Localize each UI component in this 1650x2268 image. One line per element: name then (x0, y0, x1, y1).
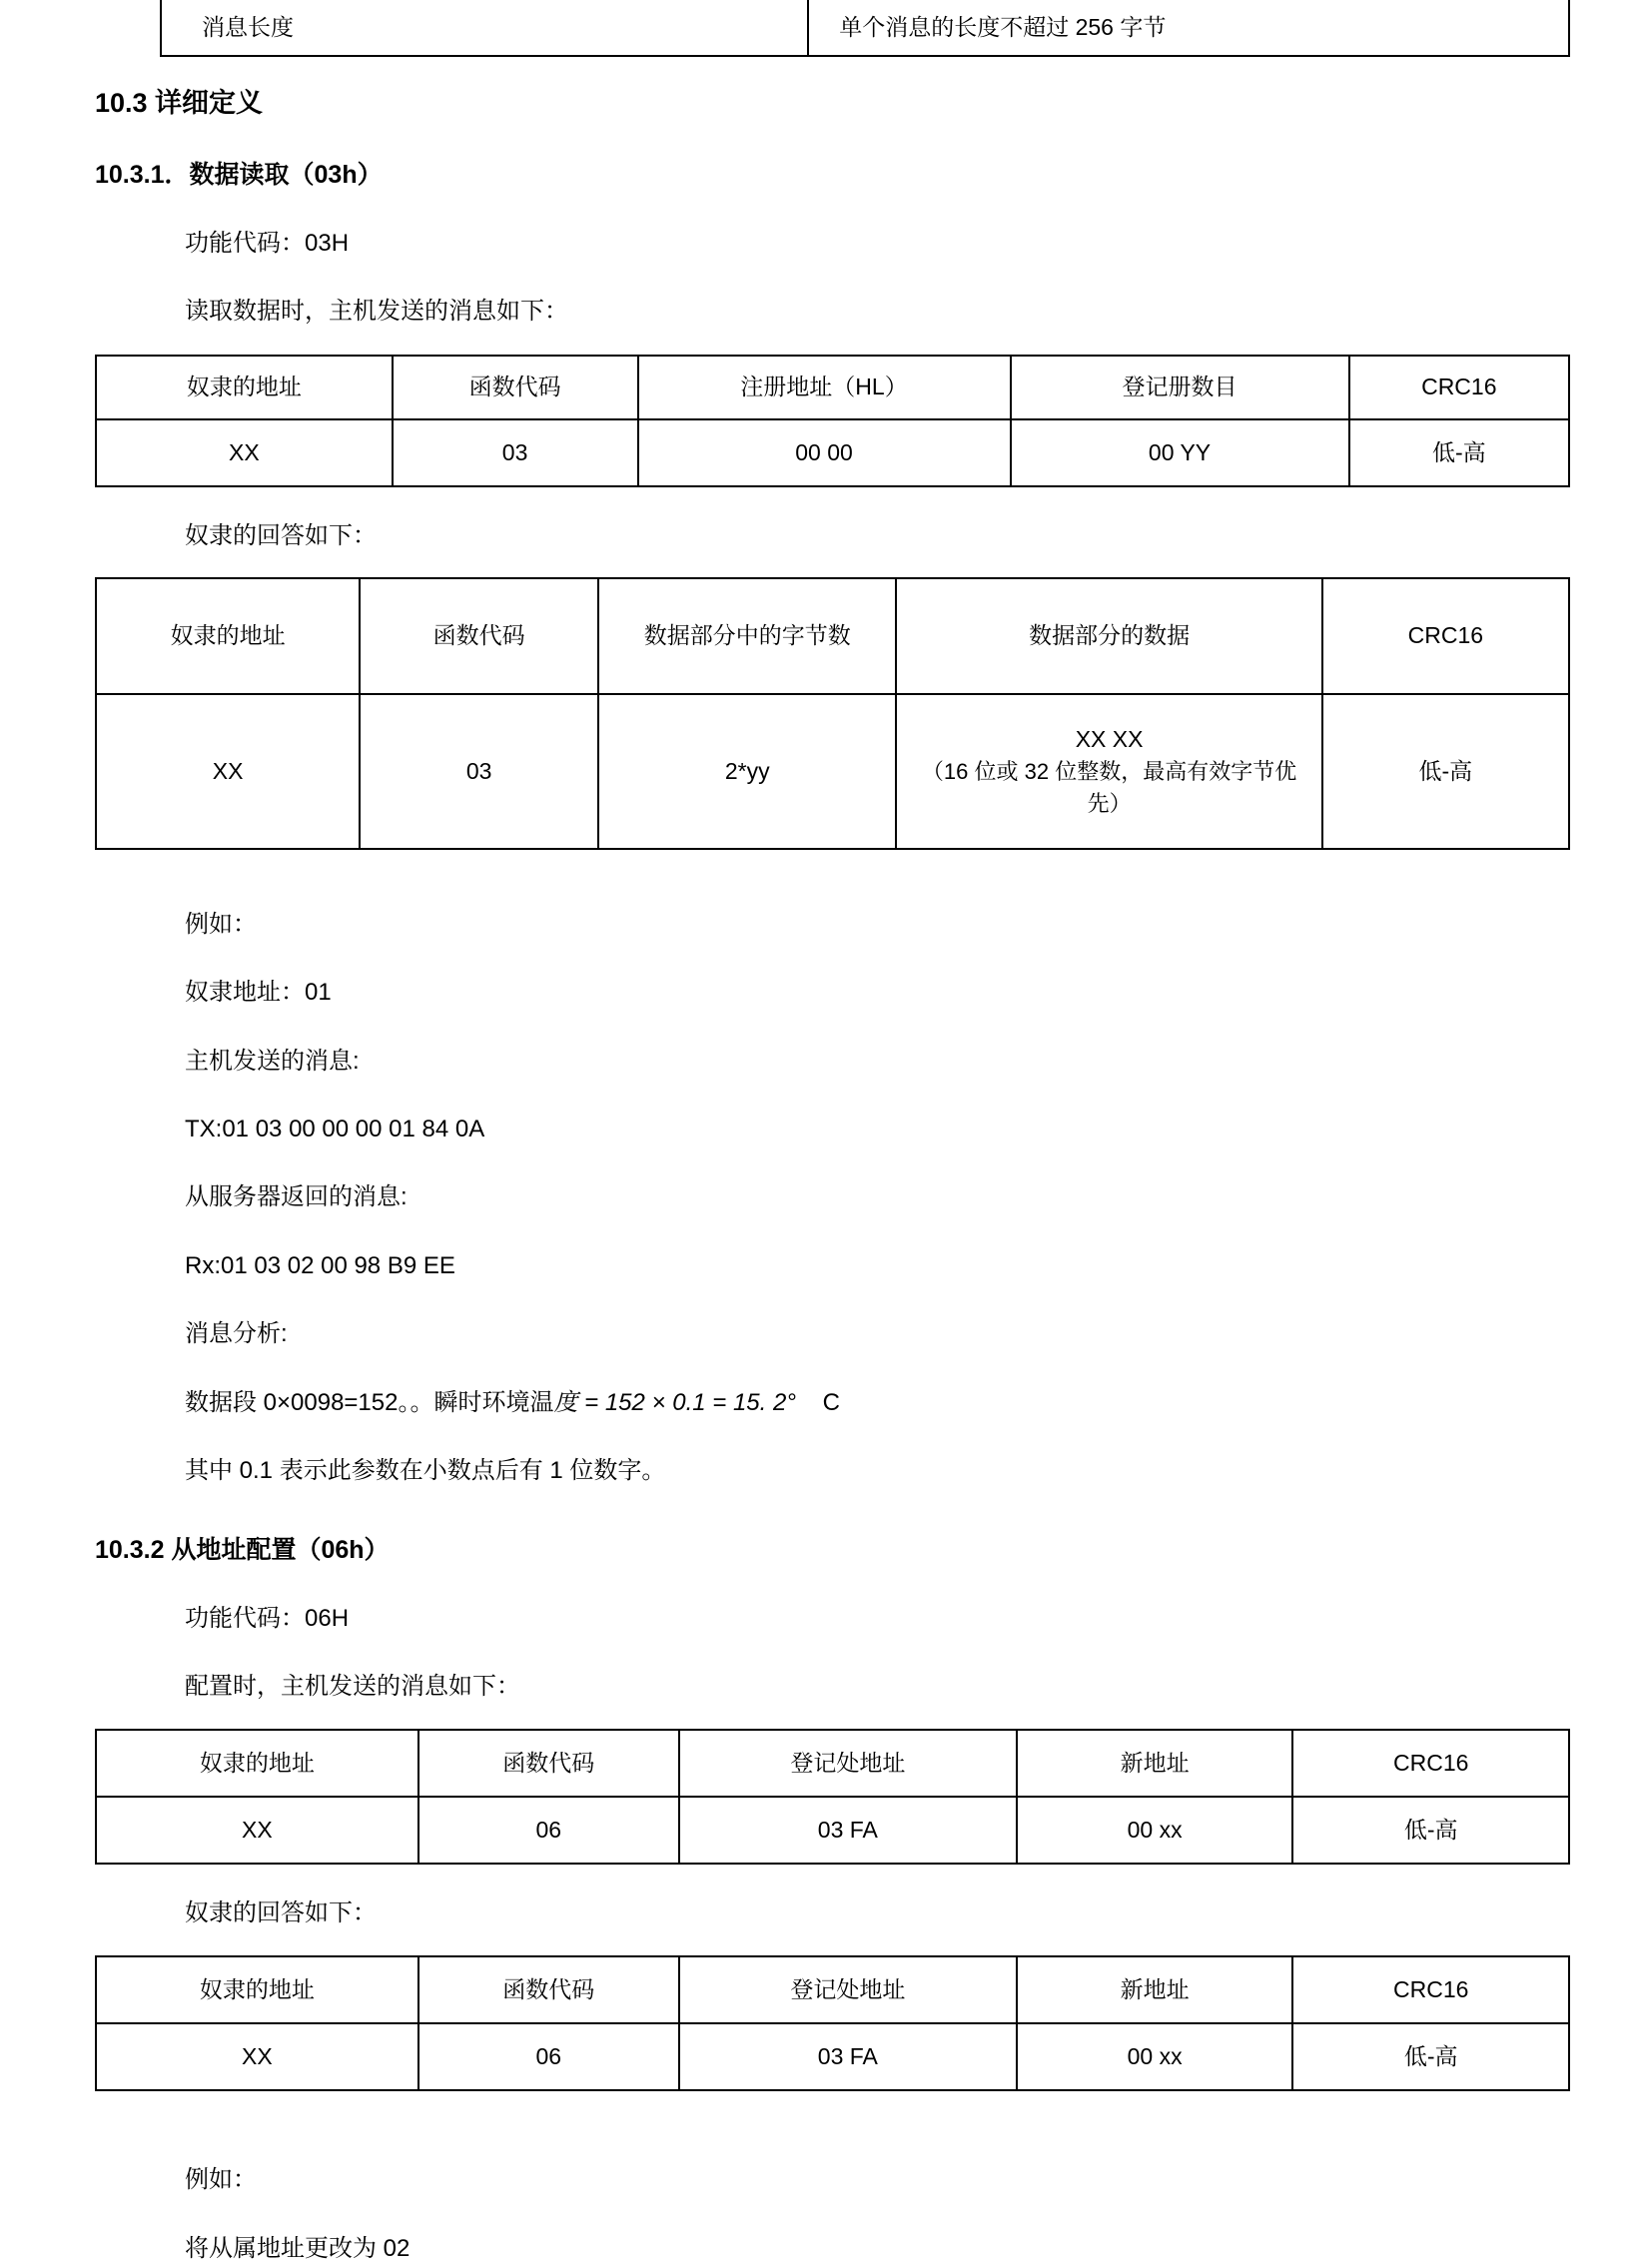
analysis-line1-prefix: 数据段 0×0098=152。。瞬时环境温 (185, 1389, 553, 1416)
heading-10-3-2: 10.3.2 从地址配置（06h） (95, 1532, 1570, 1570)
col-header-crc16: CRC16 (1292, 1730, 1569, 1797)
cell-new-address: 00 xx (1017, 1797, 1293, 1864)
response-table-03h (95, 577, 1570, 849)
table-row (96, 1797, 1569, 1864)
message-length-label: 消息长度 (161, 0, 808, 56)
cell-crc16: 低-高 (1349, 419, 1569, 486)
cell-function-code: 06 (418, 1797, 679, 1864)
col-header-byte-count: 数据部分中的字节数 (598, 578, 896, 693)
message-length-value: 单个消息的长度不超过 256 字节 (808, 0, 1569, 56)
cell-slave-address: XX (96, 419, 393, 486)
table-row (96, 694, 1569, 849)
master-send-value: TX:01 03 00 00 00 01 84 0A (95, 1111, 1570, 1148)
response-table-06h (95, 1955, 1570, 2092)
request-intro-06h: 配置时，主机发送的消息如下： (95, 1668, 1570, 1706)
response-intro-03h: 奴隶的回答如下： (95, 517, 1570, 555)
data-section-line2: （16 位或 32 位整数，最高有效字节优先） (907, 756, 1310, 820)
example-slave-address: 奴隶地址：01 (95, 974, 1570, 1012)
request-table-03h-wrap (95, 355, 1570, 487)
col-header-new-address: 新地址 (1017, 1730, 1293, 1797)
spacer (95, 2091, 1570, 2131)
col-header-function-code: 函数代码 (360, 578, 598, 693)
cell-data-section (896, 694, 1321, 849)
cell-register-address: 03 FA (679, 2023, 1017, 2090)
analysis-line1 (95, 1384, 1570, 1422)
example-label-03h: 例如： (95, 906, 1570, 944)
col-header-function-code: 函数代码 (393, 356, 638, 418)
cell-crc16: 低-高 (1292, 1797, 1569, 1864)
spacer (95, 850, 1570, 876)
col-header-register-address: 注册地址（HL） (638, 356, 1011, 418)
cell-function-code: 03 (393, 419, 638, 486)
response-table-03h-wrap (95, 577, 1570, 849)
cell-register-count: 00 YY (1011, 419, 1349, 486)
col-header-function-code: 函数代码 (418, 1956, 679, 2023)
response-table-06h-wrap (95, 1955, 1570, 2092)
col-header-crc16: CRC16 (1349, 356, 1569, 418)
example-line-06h: 将从属地址更改为 02 (95, 2230, 1570, 2268)
col-header-crc16: CRC16 (1292, 1956, 1569, 2023)
cell-new-address: 00 xx (1017, 2023, 1293, 2090)
col-header-register-address: 登记处地址 (679, 1730, 1017, 1797)
request-table-06h (95, 1729, 1570, 1866)
col-header-slave-address: 奴隶的地址 (96, 1956, 418, 2023)
analysis-line1-suffix: C (823, 1389, 840, 1416)
server-return-label: 从服务器返回的消息: (95, 1178, 1570, 1216)
analysis-label: 消息分析: (95, 1315, 1570, 1353)
page-content (0, 83, 1650, 2268)
table-header-row (96, 578, 1569, 693)
col-header-slave-address: 奴隶的地址 (96, 578, 360, 693)
cell-slave-address: XX (96, 2023, 418, 2090)
response-intro-06h: 奴隶的回答如下： (95, 1894, 1570, 1932)
message-length-table (160, 0, 1570, 57)
table-header-row (96, 1730, 1569, 1797)
table-row (96, 419, 1569, 486)
col-header-register-address: 登记处地址 (679, 1956, 1017, 2023)
analysis-line2: 其中 0.1 表示此参数在小数点后有 1 位数字。 (95, 1452, 1570, 1490)
table-row (161, 0, 1569, 56)
table-row (96, 2023, 1569, 2090)
example-label-06h: 例如： (95, 2161, 1570, 2199)
analysis-line1-italic: 度 = 152 × 0.1 = 15. 2° (553, 1389, 795, 1416)
request-intro-03h: 读取数据时，主机发送的消息如下： (95, 293, 1570, 331)
heading-10-3: 10.3 详细定义 (95, 83, 1570, 124)
col-header-register-count: 登记册数目 (1011, 356, 1349, 418)
func-code-03h: 功能代码：03H (95, 225, 1570, 263)
data-section-line1: XX XX (907, 723, 1310, 756)
cell-byte-count: 2*yy (598, 694, 896, 849)
request-table-03h (95, 355, 1570, 487)
server-return-value: Rx:01 03 02 00 98 B9 EE (95, 1247, 1570, 1285)
cell-function-code: 06 (418, 2023, 679, 2090)
col-header-crc16: CRC16 (1322, 578, 1569, 693)
col-header-new-address: 新地址 (1017, 1956, 1293, 2023)
func-code-06h: 功能代码：06H (95, 1600, 1570, 1638)
cell-function-code: 03 (360, 694, 598, 849)
cell-register-address: 00 00 (638, 419, 1011, 486)
request-table-06h-wrap (95, 1729, 1570, 1866)
col-header-slave-address: 奴隶的地址 (96, 356, 393, 418)
table-header-row (96, 356, 1569, 418)
heading-10-3-1: 10.3.1．数据读取（03h） (95, 157, 1570, 195)
cell-crc16: 低-高 (1292, 2023, 1569, 2090)
cell-slave-address: XX (96, 1797, 418, 1864)
cell-slave-address: XX (96, 694, 360, 849)
message-length-table-wrap (160, 0, 1570, 57)
cell-crc16: 低-高 (1322, 694, 1569, 849)
cell-register-address: 03 FA (679, 1797, 1017, 1864)
col-header-slave-address: 奴隶的地址 (96, 1730, 418, 1797)
master-send-label: 主机发送的消息: (95, 1043, 1570, 1081)
col-header-data-section: 数据部分的数据 (896, 578, 1321, 693)
col-header-function-code: 函数代码 (418, 1730, 679, 1797)
table-header-row (96, 1956, 1569, 2023)
